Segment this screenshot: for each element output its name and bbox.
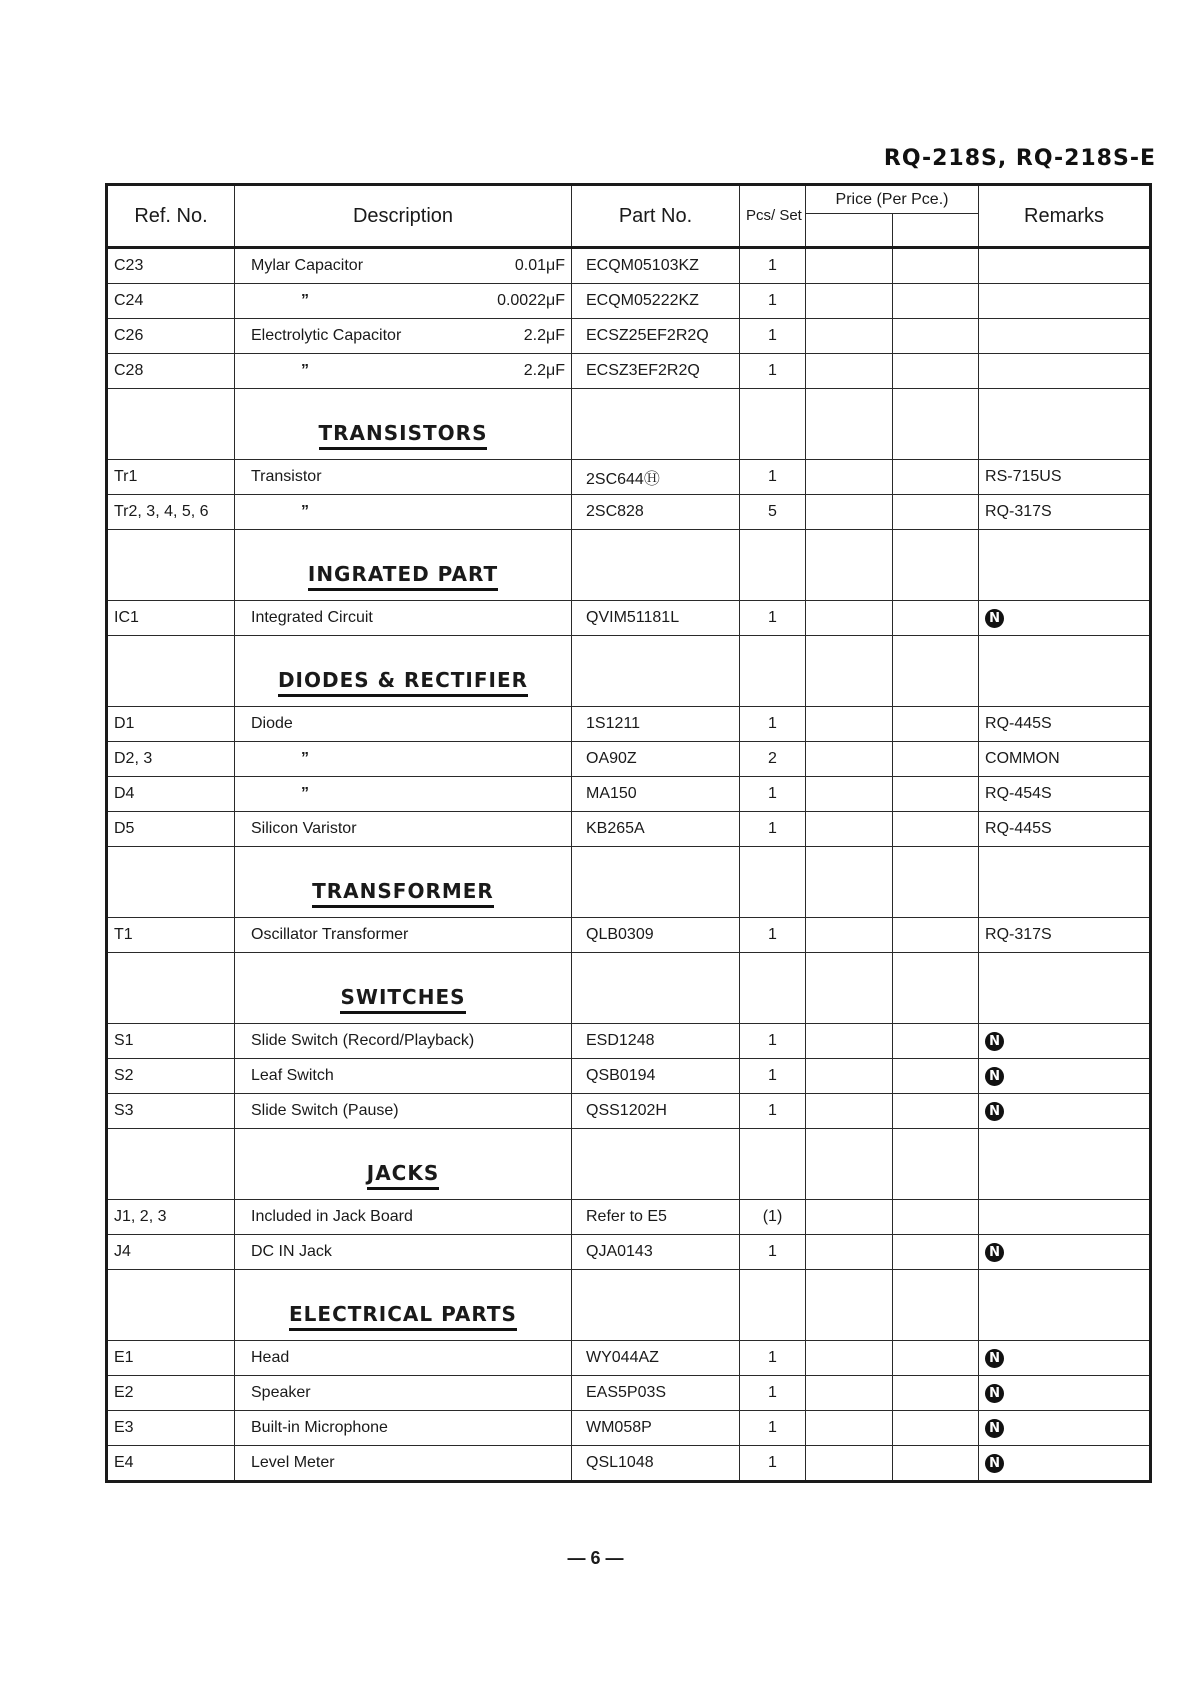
- price-cell-1: [806, 1024, 893, 1059]
- parts-list: [107, 248, 1151, 1482]
- price-cell-2: [893, 1341, 979, 1376]
- table-row: [107, 742, 1151, 777]
- part-no: QVIM51181L: [572, 601, 740, 636]
- price-cell-2: [893, 1024, 979, 1059]
- ref-no: E4: [107, 1446, 235, 1482]
- section-title: INGRATED PART: [308, 562, 498, 591]
- price-cell-1: [806, 354, 893, 389]
- pcs-set: 5: [740, 495, 806, 530]
- ref-no: S2: [107, 1059, 235, 1094]
- ditto-mark: ”: [301, 292, 309, 309]
- section-row: [107, 953, 1151, 1024]
- ref-no: Tr2, 3, 4, 5, 6: [107, 495, 235, 530]
- ref-no: IC1: [107, 601, 235, 636]
- pcs-set: 1: [740, 1059, 806, 1094]
- description: Level Meter: [251, 1454, 335, 1471]
- description: Slide Switch (Pause): [251, 1102, 399, 1119]
- header-pcs-set: Pcs/ Set: [740, 185, 806, 248]
- ref-no: C24: [107, 284, 235, 319]
- part-no: EAS5P03S: [572, 1376, 740, 1411]
- description: Silicon Varistor: [251, 820, 357, 837]
- section-title: JACKS: [367, 1161, 440, 1190]
- ref-no: J4: [107, 1235, 235, 1270]
- price-cell-1: [806, 1094, 893, 1129]
- part-no: QSS1202H: [572, 1094, 740, 1129]
- part-no: OA90Z: [572, 742, 740, 777]
- part-no: KB265A: [572, 812, 740, 847]
- table-row: [107, 777, 1151, 812]
- price-cell-1: [806, 918, 893, 953]
- price-cell-2: [893, 1094, 979, 1129]
- component-value: 0.0022μF: [497, 292, 565, 309]
- price-cell-1: [806, 495, 893, 530]
- ref-no: S1: [107, 1024, 235, 1059]
- description: Head: [251, 1349, 290, 1366]
- price-cell-1: [806, 742, 893, 777]
- pcs-set: 1: [740, 707, 806, 742]
- header-description: Description: [235, 185, 572, 248]
- price-cell-1: [806, 1446, 893, 1482]
- ref-no: D4: [107, 777, 235, 812]
- ref-no: T1: [107, 918, 235, 953]
- price-cell-1: [806, 1200, 893, 1235]
- table-row: [107, 460, 1151, 495]
- table-row: [107, 812, 1151, 847]
- part-no: QJA0143: [572, 1235, 740, 1270]
- section-row: [107, 1270, 1151, 1341]
- remarks: RS-715US: [985, 468, 1062, 485]
- component-value: 2.2μF: [523, 362, 565, 379]
- table-row: [107, 1024, 1151, 1059]
- table-row: [107, 495, 1151, 530]
- price-cell-2: [893, 495, 979, 530]
- table-row: [107, 1341, 1151, 1376]
- table-row: [107, 1446, 1151, 1482]
- ref-no: E3: [107, 1411, 235, 1446]
- remarks: RQ-445S: [985, 820, 1052, 837]
- ref-no: E1: [107, 1341, 235, 1376]
- description: Mylar Capacitor: [251, 257, 364, 274]
- part-no: ECSZ25EF2R2Q: [572, 319, 740, 354]
- ref-no: C23: [107, 248, 235, 284]
- parts-table: [105, 183, 1152, 1483]
- pcs-set: 1: [740, 777, 806, 812]
- component-value: 0.01μF: [514, 257, 565, 274]
- ditto-mark: ”: [301, 362, 309, 379]
- price-cell-2: [893, 284, 979, 319]
- header-part-no: Part No.: [572, 185, 740, 248]
- price-cell-2: [893, 812, 979, 847]
- table-row: [107, 707, 1151, 742]
- ref-no: D5: [107, 812, 235, 847]
- description: Slide Switch (Record/Playback): [251, 1032, 475, 1049]
- description: Transistor: [251, 468, 322, 485]
- price-cell-1: [806, 319, 893, 354]
- table-row: [107, 1200, 1151, 1235]
- new-part-icon: N: [985, 1419, 1004, 1438]
- price-cell-1: [806, 601, 893, 636]
- header-remarks: Remarks: [979, 185, 1151, 248]
- remarks: COMMON: [985, 750, 1060, 767]
- pcs-set: 1: [740, 918, 806, 953]
- price-cell-1: [806, 812, 893, 847]
- pcs-set: 1: [740, 460, 806, 495]
- price-cell-2: [893, 918, 979, 953]
- new-part-icon: N: [985, 1384, 1004, 1403]
- component-value: 2.2μF: [523, 327, 565, 344]
- price-cell-1: [806, 1376, 893, 1411]
- description: Included in Jack Board: [251, 1208, 413, 1225]
- part-no: QLB0309: [572, 918, 740, 953]
- ref-no: D2, 3: [107, 742, 235, 777]
- part-no: 2SC828: [572, 495, 740, 530]
- table-row: [107, 354, 1151, 389]
- price-cell-1: [806, 707, 893, 742]
- pcs-set: 1: [740, 1376, 806, 1411]
- pcs-set: 1: [740, 812, 806, 847]
- table-row: [107, 1094, 1151, 1129]
- description: Diode: [251, 715, 293, 732]
- pcs-set: 1: [740, 354, 806, 389]
- ref-no: C28: [107, 354, 235, 389]
- table-row: [107, 1376, 1151, 1411]
- remarks: RQ-445S: [985, 715, 1052, 732]
- pcs-set: 1: [740, 1024, 806, 1059]
- ref-no: D1: [107, 707, 235, 742]
- remarks: RQ-317S: [985, 926, 1052, 943]
- price-cell-1: [806, 1059, 893, 1094]
- pcs-set: 1: [740, 1235, 806, 1270]
- new-part-icon: N: [985, 609, 1004, 628]
- section-row: [107, 530, 1151, 601]
- price-cell-2: [893, 1059, 979, 1094]
- table-row: [107, 1411, 1151, 1446]
- description: Speaker: [251, 1384, 311, 1401]
- price-cell-2: [893, 742, 979, 777]
- table-row: [107, 284, 1151, 319]
- header-price-sub-2: [893, 214, 979, 248]
- description: Oscillator Transformer: [251, 926, 409, 943]
- pcs-set: 1: [740, 1446, 806, 1482]
- description: Built-in Microphone: [251, 1419, 388, 1436]
- pcs-set: 1: [740, 1094, 806, 1129]
- section-title: ELECTRICAL PARTS: [289, 1302, 517, 1331]
- description: DC IN Jack: [251, 1243, 332, 1260]
- part-no: 2SC644Ⓗ: [572, 460, 740, 495]
- page-number: — 6 —: [567, 1548, 624, 1568]
- new-part-icon: N: [985, 1243, 1004, 1262]
- part-no: WM058P: [572, 1411, 740, 1446]
- new-part-icon: N: [985, 1067, 1004, 1086]
- price-cell-2: [893, 1411, 979, 1446]
- pcs-set: 2: [740, 742, 806, 777]
- header-ref-no: Ref. No.: [107, 185, 235, 248]
- section-title: TRANSFORMER: [312, 879, 494, 908]
- pcs-set: 1: [740, 1341, 806, 1376]
- remarks: RQ-454S: [985, 785, 1052, 802]
- pcs-set: 1: [740, 1411, 806, 1446]
- price-cell-1: [806, 460, 893, 495]
- ref-no: J1, 2, 3: [107, 1200, 235, 1235]
- price-cell-1: [806, 1411, 893, 1446]
- description: Electrolytic Capacitor: [251, 327, 402, 344]
- part-no: ECSZ3EF2R2Q: [572, 354, 740, 389]
- section-row: [107, 636, 1151, 707]
- price-cell-2: [893, 777, 979, 812]
- header-price: Price (Per Pce.): [806, 185, 979, 214]
- price-cell-1: [806, 1235, 893, 1270]
- model-title: RQ-218S, RQ-218S-E: [883, 146, 1156, 171]
- section-row: [107, 389, 1151, 460]
- table-row: [107, 1235, 1151, 1270]
- table-row: [107, 319, 1151, 354]
- price-cell-2: [893, 601, 979, 636]
- pcs-set: 1: [740, 284, 806, 319]
- section-title: SWITCHES: [340, 985, 465, 1014]
- new-part-icon: N: [985, 1102, 1004, 1121]
- ref-no: C26: [107, 319, 235, 354]
- new-part-icon: N: [985, 1349, 1004, 1368]
- price-cell-2: [893, 707, 979, 742]
- part-no: ESD1248: [572, 1024, 740, 1059]
- price-cell-1: [806, 284, 893, 319]
- ditto-mark: ”: [301, 785, 309, 802]
- price-cell-2: [893, 248, 979, 284]
- price-cell-2: [893, 1200, 979, 1235]
- price-cell-2: [893, 460, 979, 495]
- section-row: [107, 847, 1151, 918]
- part-no: ECQM05222KZ: [572, 284, 740, 319]
- price-cell-1: [806, 248, 893, 284]
- ref-no: Tr1: [107, 460, 235, 495]
- ref-no: E2: [107, 1376, 235, 1411]
- remarks: RQ-317S: [985, 503, 1052, 520]
- pcs-set: 1: [740, 248, 806, 284]
- new-part-icon: N: [985, 1454, 1004, 1473]
- price-cell-1: [806, 1341, 893, 1376]
- part-no: ECQM05103KZ: [572, 248, 740, 284]
- price-cell-2: [893, 354, 979, 389]
- price-cell-2: [893, 1376, 979, 1411]
- section-title: TRANSISTORS: [319, 421, 488, 450]
- part-no: MA150: [572, 777, 740, 812]
- part-no: WY044AZ: [572, 1341, 740, 1376]
- pcs-set: 1: [740, 601, 806, 636]
- section-row: [107, 1129, 1151, 1200]
- price-cell-2: [893, 1235, 979, 1270]
- price-cell-2: [893, 1446, 979, 1482]
- new-part-icon: N: [985, 1032, 1004, 1051]
- ditto-mark: ”: [301, 503, 309, 520]
- description: Integrated Circuit: [251, 609, 373, 626]
- table-row: [107, 601, 1151, 636]
- pcs-set: (1): [740, 1200, 806, 1235]
- part-no: Refer to E5: [572, 1200, 740, 1235]
- pcs-set: 1: [740, 319, 806, 354]
- table-row: [107, 918, 1151, 953]
- section-title: DIODES & RECTIFIER: [278, 668, 528, 697]
- ref-no: S3: [107, 1094, 235, 1129]
- part-no: 1S1211: [572, 707, 740, 742]
- table-row: [107, 1059, 1151, 1094]
- part-no: QSL1048: [572, 1446, 740, 1482]
- part-no: QSB0194: [572, 1059, 740, 1094]
- description: Leaf Switch: [251, 1067, 334, 1084]
- header-price-sub-1: [806, 214, 893, 248]
- price-cell-1: [806, 777, 893, 812]
- price-cell-2: [893, 319, 979, 354]
- ditto-mark: ”: [301, 750, 309, 767]
- table-row: [107, 248, 1151, 284]
